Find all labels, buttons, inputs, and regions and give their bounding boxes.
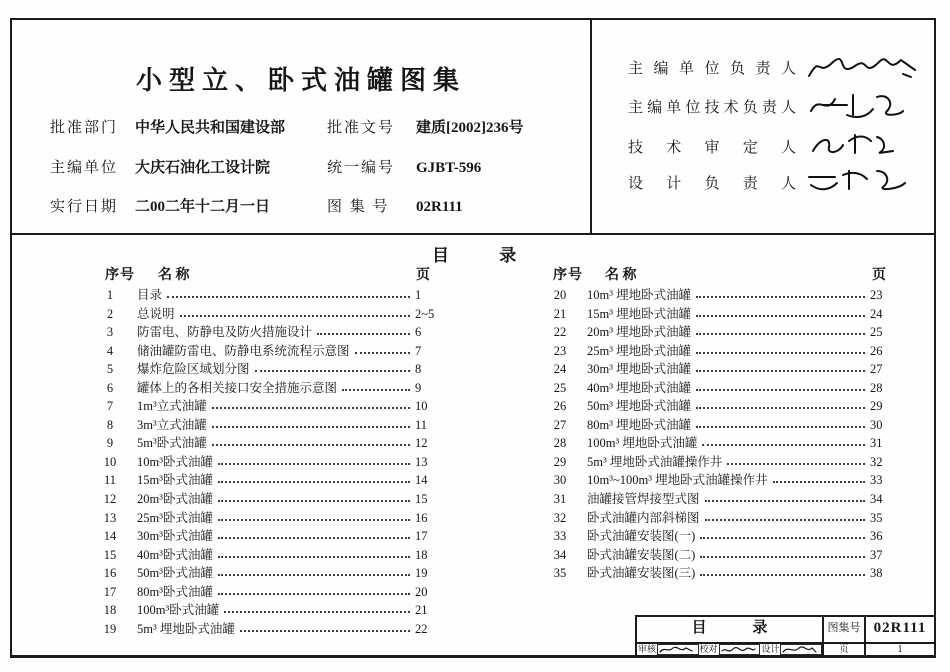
toc-header-page-right: 页 bbox=[872, 268, 886, 283]
dot-leader bbox=[696, 325, 865, 335]
dot-leader bbox=[700, 566, 865, 576]
toc-row bbox=[95, 492, 455, 511]
approval-dept-label: 批准部门 bbox=[50, 120, 119, 136]
signature-reviewer-scribble bbox=[803, 127, 903, 161]
approval-doc-no-value: 建质[2002]236号 bbox=[416, 120, 524, 136]
toc-row-page: 17 bbox=[415, 529, 428, 544]
toc-row bbox=[95, 325, 455, 344]
dot-leader bbox=[255, 362, 410, 372]
toc-row-title: 卧式油罐安装图(三) bbox=[587, 566, 696, 581]
toc-row bbox=[95, 288, 455, 307]
designer-role-label: 设计 bbox=[761, 644, 780, 654]
title-block-page-label: 页 bbox=[822, 644, 864, 655]
signature-tech-director-scribble bbox=[803, 87, 913, 123]
dot-leader bbox=[218, 492, 410, 502]
title-block-sheet-title: 目 录 bbox=[691, 620, 768, 636]
toc-row bbox=[545, 436, 910, 455]
toc-row bbox=[95, 455, 455, 474]
toc-row bbox=[545, 529, 910, 548]
signatory-row-designer bbox=[628, 173, 796, 195]
dot-leader bbox=[705, 492, 865, 502]
dot-leader bbox=[702, 436, 865, 446]
header-vertical-divider bbox=[590, 20, 592, 233]
proofreader-role-label: 校对 bbox=[699, 644, 718, 654]
chief-editor-label: 主编单位 bbox=[50, 160, 119, 176]
toc-row bbox=[95, 436, 455, 455]
toc-row-page: 10 bbox=[415, 399, 428, 414]
toc-title: 目 录 bbox=[432, 246, 517, 265]
title-block-roles bbox=[637, 644, 822, 655]
toc-row-title: 80m³卧式油罐 bbox=[137, 584, 213, 599]
toc-row-title: 卧式油罐安装图(一) bbox=[587, 529, 696, 544]
toc-row-title: 油罐接管焊接型式图 bbox=[587, 492, 700, 507]
toc-row-number: 12 bbox=[103, 492, 117, 507]
toc-header-index-right: 序号 bbox=[553, 268, 583, 283]
document-title: 小型立、卧式油罐图集 bbox=[135, 66, 466, 95]
toc-row-title: 30m³ 埋地卧式油罐 bbox=[587, 362, 692, 377]
toc-row-number: 30 bbox=[553, 473, 567, 488]
dot-leader bbox=[700, 548, 865, 558]
dot-leader bbox=[696, 362, 865, 372]
toc-row-number: 18 bbox=[103, 603, 117, 618]
toc-row-page: 14 bbox=[415, 473, 428, 488]
title-block-atlas-number: 02R111 bbox=[864, 617, 934, 642]
signature-director-scribble bbox=[803, 48, 923, 86]
toc-row-page: 7 bbox=[415, 343, 422, 358]
dot-leader bbox=[696, 288, 865, 298]
toc-row-title: 防雷电、防静电及防火措施设计 bbox=[137, 325, 313, 340]
toc-row-page: 21 bbox=[415, 603, 428, 618]
dot-leader bbox=[224, 603, 410, 613]
toc-row-page: 9 bbox=[415, 380, 422, 395]
toc-row-title: 50m³ 埋地卧式油罐 bbox=[587, 399, 692, 414]
toc-row-title: 3m³立式油罐 bbox=[137, 417, 207, 432]
toc-row-title: 爆炸危险区域划分图 bbox=[137, 362, 250, 377]
chief-editor-value: 大庆石油化工设计院 bbox=[135, 160, 271, 176]
reviewer-role-label: 审核 bbox=[637, 644, 656, 654]
sheet-frame bbox=[10, 18, 936, 658]
title-block-atlas-label: 图集号 bbox=[822, 617, 864, 642]
toc-row bbox=[545, 473, 910, 492]
dot-leader bbox=[218, 473, 410, 483]
toc-row-number: 27 bbox=[553, 417, 567, 432]
toc-row bbox=[95, 418, 455, 437]
toc-row-number: 28 bbox=[553, 436, 567, 451]
title-block-page-number: 1 bbox=[864, 644, 934, 655]
toc-row-title: 5m³卧式油罐 bbox=[137, 436, 207, 451]
toc-row-page: 38 bbox=[870, 566, 883, 581]
dot-leader bbox=[218, 548, 410, 558]
toc-row bbox=[545, 548, 910, 567]
toc-row-title: 罐体上的各相关接口安全措施示意图 bbox=[137, 380, 338, 395]
toc-row-page: 20 bbox=[415, 584, 428, 599]
toc-row-page: 25 bbox=[870, 325, 883, 340]
toc-row-number: 24 bbox=[553, 362, 567, 377]
dot-leader bbox=[696, 418, 865, 428]
dot-leader bbox=[180, 307, 410, 317]
toc-row bbox=[545, 566, 910, 585]
dot-leader bbox=[696, 344, 865, 354]
toc-row-number: 25 bbox=[553, 380, 567, 395]
toc-header-name-right: 名 称 bbox=[605, 268, 637, 283]
toc-header-name-left: 名 称 bbox=[158, 268, 190, 283]
toc-row bbox=[95, 622, 455, 641]
dot-leader bbox=[342, 381, 410, 391]
toc-row-number: 34 bbox=[553, 547, 567, 562]
dot-leader bbox=[212, 399, 410, 409]
toc-row-title: 储油罐防雷电、防静电系统流程示意图 bbox=[137, 343, 350, 358]
header-divider-line bbox=[12, 233, 934, 235]
toc-row-number: 13 bbox=[103, 510, 117, 525]
signatory-row-tech-director bbox=[628, 97, 796, 119]
toc-row bbox=[545, 325, 910, 344]
toc-row-title: 100m³卧式油罐 bbox=[137, 603, 220, 618]
toc-row-number: 16 bbox=[103, 566, 117, 581]
signatory-label: 设 计 负 责 人 bbox=[628, 176, 796, 192]
toc-row-page: 27 bbox=[870, 362, 883, 377]
signatory-label: 技 术 审 定 人 bbox=[628, 140, 796, 156]
toc-row bbox=[545, 381, 910, 400]
toc-row-page: 11 bbox=[415, 417, 428, 432]
toc-row bbox=[95, 548, 455, 567]
toc-row bbox=[95, 307, 455, 326]
toc-row-page: 15 bbox=[415, 492, 428, 507]
approval-doc-no-label: 批准文号 bbox=[327, 120, 396, 136]
designer-signature-box bbox=[780, 644, 822, 655]
toc-row-page: 8 bbox=[415, 362, 422, 377]
toc-row-number: 9 bbox=[106, 436, 114, 451]
toc-row-page: 34 bbox=[870, 492, 883, 507]
toc-row-page: 36 bbox=[870, 529, 883, 544]
toc-row-title: 25m³卧式油罐 bbox=[137, 510, 213, 525]
toc-row bbox=[545, 455, 910, 474]
toc-row bbox=[95, 362, 455, 381]
toc-row-title: 10m³ 埋地卧式油罐 bbox=[587, 288, 692, 302]
toc-column-left bbox=[95, 288, 455, 640]
signatory-row-director bbox=[628, 58, 796, 80]
toc-row-number: 26 bbox=[553, 399, 567, 414]
reviewer-signature-scribble bbox=[658, 645, 694, 655]
toc-row-number: 6 bbox=[106, 380, 114, 395]
toc-row-page: 16 bbox=[415, 510, 428, 525]
toc-row-page: 23 bbox=[870, 288, 883, 302]
effective-date-label: 实行日期 bbox=[50, 199, 119, 215]
toc-row-title: 20m³卧式油罐 bbox=[137, 492, 213, 507]
proofreader-signature-box bbox=[719, 644, 761, 655]
toc-row-title: 5m³ 埋地卧式油罐操作井 bbox=[587, 454, 723, 469]
toc-row-number: 10 bbox=[103, 454, 117, 469]
toc-row-title: 15m³卧式油罐 bbox=[137, 473, 213, 488]
toc-row-title: 5m³ 埋地卧式油罐 bbox=[137, 621, 235, 636]
toc-row-page: 29 bbox=[870, 399, 883, 414]
toc-row-title: 卧式油罐内部斜梯图 bbox=[587, 510, 700, 525]
toc-row bbox=[545, 307, 910, 326]
toc-row-page: 12 bbox=[415, 436, 428, 451]
proofreader-signature-scribble bbox=[720, 645, 756, 655]
toc-row-title: 50m³卧式油罐 bbox=[137, 566, 213, 581]
toc-row bbox=[545, 492, 910, 511]
toc-row bbox=[545, 399, 910, 418]
toc-row bbox=[95, 511, 455, 530]
toc-row-number: 7 bbox=[106, 399, 114, 414]
dot-leader bbox=[218, 566, 410, 576]
toc-row bbox=[545, 288, 910, 307]
signatory-label: 主 编 单 位 负 责 人 bbox=[628, 61, 796, 77]
dot-leader bbox=[773, 473, 865, 483]
dot-leader bbox=[727, 455, 865, 465]
toc-header-page-left: 页 bbox=[416, 268, 430, 283]
toc-row-title: 目录 bbox=[137, 288, 163, 302]
toc-row-number: 32 bbox=[553, 510, 567, 525]
toc-row-page: 30 bbox=[870, 417, 883, 432]
toc-row-number: 2 bbox=[106, 306, 114, 321]
dot-leader bbox=[218, 455, 410, 465]
toc-row bbox=[95, 585, 455, 604]
toc-row-number: 21 bbox=[553, 306, 567, 321]
toc-row-number: 3 bbox=[106, 325, 114, 340]
toc-row-number: 14 bbox=[103, 529, 117, 544]
toc-row-title: 40m³ 埋地卧式油罐 bbox=[587, 380, 692, 395]
dot-leader bbox=[355, 344, 410, 354]
toc-row bbox=[95, 344, 455, 363]
dot-leader bbox=[696, 307, 865, 317]
dot-leader bbox=[317, 325, 410, 335]
toc-row bbox=[545, 344, 910, 363]
toc-row-page: 13 bbox=[415, 454, 428, 469]
toc-row-title: 总说明 bbox=[137, 306, 175, 321]
reviewer-signature-box bbox=[657, 644, 699, 655]
toc-row-page: 6 bbox=[415, 325, 422, 340]
atlas-no-value: 02R111 bbox=[416, 199, 463, 215]
title-block-bottom-row bbox=[637, 642, 934, 655]
drawing-title-block bbox=[635, 615, 934, 655]
toc-row-number: 1 bbox=[106, 288, 114, 302]
dot-leader bbox=[212, 436, 410, 446]
toc-row-number: 20 bbox=[553, 288, 567, 302]
toc-row bbox=[95, 529, 455, 548]
toc-row-title: 1m³立式油罐 bbox=[137, 399, 207, 414]
toc-row-number: 33 bbox=[553, 529, 567, 544]
toc-row-title: 40m³卧式油罐 bbox=[137, 547, 213, 562]
toc-row-page: 1 bbox=[415, 288, 422, 302]
toc-row bbox=[95, 603, 455, 622]
toc-row-number: 17 bbox=[103, 584, 117, 599]
toc-row-number: 31 bbox=[553, 492, 567, 507]
toc-row bbox=[95, 399, 455, 418]
toc-row-number: 15 bbox=[103, 547, 117, 562]
toc-row bbox=[95, 381, 455, 400]
dot-leader bbox=[167, 288, 410, 298]
dot-leader bbox=[218, 529, 410, 539]
toc-row-title: 80m³ 埋地卧式油罐 bbox=[587, 417, 692, 432]
dot-leader bbox=[700, 529, 865, 539]
toc-row-title: 10m³~100m³ 埋地卧式油罐操作井 bbox=[587, 473, 768, 488]
toc-row-number: 22 bbox=[553, 325, 567, 340]
effective-date-value: 二00二年十二月一日 bbox=[135, 199, 271, 215]
toc-row-title: 15m³ 埋地卧式油罐 bbox=[587, 306, 692, 321]
toc-row-page: 37 bbox=[870, 547, 883, 562]
toc-row-number: 23 bbox=[553, 343, 567, 358]
dot-leader bbox=[218, 511, 410, 521]
toc-row-title: 100m³ 埋地卧式油罐 bbox=[587, 436, 698, 451]
dot-leader bbox=[696, 399, 865, 409]
toc-row-page: 32 bbox=[870, 454, 883, 469]
toc-row-page: 18 bbox=[415, 547, 428, 562]
toc-row-number: 8 bbox=[106, 417, 114, 432]
signatory-label: 主编单位技术负责人 bbox=[628, 100, 796, 116]
toc-row-page: 2~5 bbox=[415, 306, 435, 321]
title-block-top-row bbox=[637, 617, 934, 642]
toc-row-number: 35 bbox=[553, 566, 567, 581]
unified-no-value: GJBT-596 bbox=[416, 160, 482, 176]
toc-row bbox=[545, 418, 910, 437]
dot-leader bbox=[240, 622, 410, 632]
toc-row-page: 22 bbox=[415, 621, 428, 636]
toc-row-number: 4 bbox=[106, 343, 114, 358]
approval-dept-value: 中华人民共和国建设部 bbox=[135, 120, 286, 136]
toc-column-right bbox=[545, 288, 910, 585]
unified-no-label: 统一编号 bbox=[327, 160, 396, 176]
toc-row bbox=[95, 566, 455, 585]
toc-row-page: 28 bbox=[870, 380, 883, 395]
signature-designer-scribble bbox=[803, 163, 913, 197]
designer-signature-scribble bbox=[781, 645, 817, 655]
toc-row-number: 11 bbox=[103, 473, 117, 488]
dot-leader bbox=[705, 511, 865, 521]
toc-row-number: 5 bbox=[106, 362, 114, 377]
toc-row-page: 26 bbox=[870, 343, 883, 358]
toc-row-title: 30m³卧式油罐 bbox=[137, 529, 213, 544]
dot-leader bbox=[696, 381, 865, 391]
atlas-no-label: 图 集 号 bbox=[327, 199, 390, 215]
toc-row-title: 卧式油罐安装图(二) bbox=[587, 547, 696, 562]
toc-row-page: 35 bbox=[870, 510, 883, 525]
toc-row-title: 10m³卧式油罐 bbox=[137, 454, 213, 469]
toc-row-page: 33 bbox=[870, 473, 883, 488]
toc-row-number: 29 bbox=[553, 454, 567, 469]
signatory-row-reviewer bbox=[628, 137, 796, 159]
toc-row bbox=[545, 511, 910, 530]
toc-row-page: 19 bbox=[415, 566, 428, 581]
dot-leader bbox=[218, 585, 410, 595]
toc-row bbox=[95, 473, 455, 492]
toc-row-page: 24 bbox=[870, 306, 883, 321]
dot-leader bbox=[212, 418, 410, 428]
toc-row-number: 19 bbox=[103, 621, 117, 636]
toc-row-page: 31 bbox=[870, 436, 883, 451]
toc-row bbox=[545, 362, 910, 381]
toc-row-title: 25m³ 埋地卧式油罐 bbox=[587, 343, 692, 358]
toc-header-index-left: 序号 bbox=[105, 268, 135, 283]
toc-row-title: 20m³ 埋地卧式油罐 bbox=[587, 325, 692, 340]
